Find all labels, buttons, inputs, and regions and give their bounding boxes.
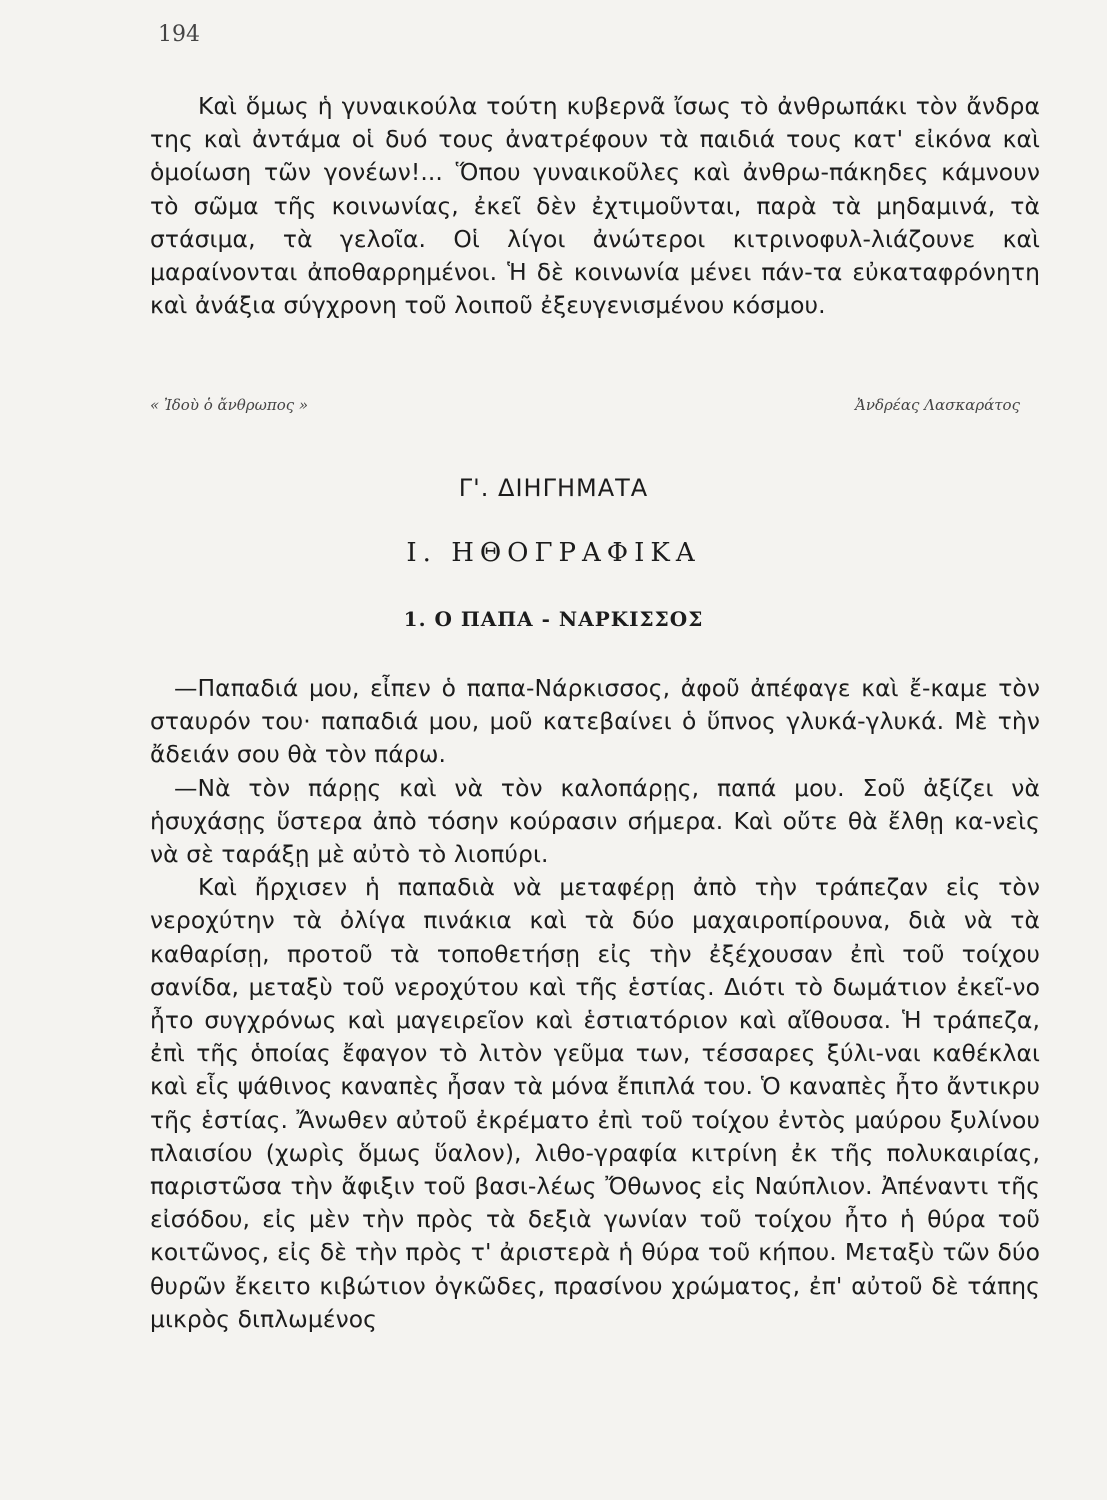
source-title: « Ἰδοὺ ὁ ἄνθρωπος » <box>150 396 309 414</box>
source-citation <box>150 396 1040 414</box>
subsection-heading: Ι. ΗΘΟΓΡΑΦΙΚΑ <box>406 538 701 568</box>
story-title: 1. Ο ΠΑΠΑ - ΝΑΡΚΙΣΣΟΣ <box>403 607 704 631</box>
source-author: Ἀνδρέας Λασκαράτος <box>855 396 1020 414</box>
intro-text <box>150 90 1040 322</box>
story-paragraph: —Νὰ τὸν πάρῃς καὶ νὰ τὸν καλοπάρῃς, παπά μου. Σοῦ ἀξίζει νὰ ἡσυχάσῃς ὕστερα ἀπὸ τόσην κούρασιν σήμερα. Καὶ οὔτε θὰ ἔλθῃ κα-νεὶς νὰ σὲ ταράξῃ μὲ αὐτὸ τὸ λιοπύρι. <box>150 773 1040 869</box>
story-paragraph: —Παπαδιά μου, εἶπεν ὁ παπα-Νάρκισσος, ἀφοῦ ἀπέφαγε καὶ ἔ-καμε τὸν σταυρόν του· παπαδιά μου, μοῦ κατεβαίνει ὁ ὕπνος γλυκά-γλυκά. Μὲ τὴν ἄδειάν σου θὰ τὸν πάρω. <box>150 674 1040 769</box>
intro-paragraph: Καὶ ὅμως ἡ γυναικούλα τούτη κυβερνᾶ ἴσως τὸ ἀνθρωπάκι τὸν ἄνδρα της καὶ ἀντάμα οἱ δυό τους ἀνατρέφουν τὰ παιδιά τους κατ' εἰκόνα καὶ ὁμοίωση τῶν γονέων!... Ὅπου γυναικοῦλες καὶ ἀνθρω-πάκηδες κάμνουν τὸ σῶμα τῆς κοινωνίας, ἐκεῖ δὲν ἐχτιμοῦνται, παρὰ τὰ μηδαμινά, τὰ στάσιμα, τὰ γελοῖα. Οἱ λίγοι ἀνώτεροι κιτρινοφυλ-λιάζουνε καὶ μαραίνονται ἀποθαρρημένοι. Ἡ δὲ κοινωνία μένει πάν-τα εὐκαταφρόνητη καὶ ἀνάξια σύγχρονη τοῦ λοιποῦ ἐξευγενισμένου κόσμου. <box>150 92 1040 320</box>
page-number: 194 <box>158 22 200 47</box>
story-text <box>150 672 1040 1336</box>
story-paragraph: Καὶ ἤρχισεν ἡ παπαδιὰ νὰ μεταφέρῃ ἀπὸ τὴν τράπεζαν εἰς τὸν νεροχύτην τὰ ὀλίγα πινάκια καὶ τὰ δύο μαχαιροπίρουνα, διὰ νὰ τὰ καθαρίσῃ, προτοῦ τὰ τοποθετήσῃ εἰς τὴν ἐξέχουσαν ἐπὶ τοῦ τοίχου σανίδα, μεταξὺ τοῦ νεροχύτου καὶ τῆς ἑστίας. Διότι τὸ δωμάτιον ἐκεῖ-νο ἦτο συγχρόνως καὶ μαγειρεῖον καὶ ἑστιατόριον καὶ αἴθουσα. Ἡ τράπεζα, ἐπὶ τῆς ὁποίας ἔφαγον τὸ λιτὸν γεῦμα των, τέσσαρες ξύλι-ναι καθέκλαι καὶ εἷς ψάθινος καναπὲς ἦσαν τὰ μόνα ἔπιπλά του. Ὁ καναπὲς ἦτο ἄντικρυ τῆς ἑστίας. Ἄνωθεν αὐτοῦ ἐκρέματο ἐπὶ τοῦ τοίχου ἐντὸς μαύρου ξυλίνου πλαισίου (χωρὶς ὅμως ὕαλον), λιθο-γραφία κιτρίνη ἐκ τῆς πολυκαιρίας, παριστῶσα τὴν ἄφιξιν τοῦ βασι-λέως Ὄθωνος εἰς Ναύπλιον. Ἀπέναντι τῆς εἰσόδου, εἰς μὲν τὴν πρὸς τὰ δεξιὰ γωνίαν τοῦ τοίχου ἦτο ἡ θύρα τοῦ κοιτῶνος, εἰς δὲ τὴν πρὸς τ' ἀριστερὰ ἡ θύρα τοῦ κήπου. Μεταξὺ τῶν δύο θυρῶν ἔκειτο κιβώτιον ὀγκῶδες, πρασίνου χρώματος, ἐπ' αὐτοῦ δὲ τάπης μικρὸς διπλωμένος <box>150 873 1040 1333</box>
section-heading: Γ'. ΔΙΗΓΗΜΑΤΑ <box>458 474 649 502</box>
